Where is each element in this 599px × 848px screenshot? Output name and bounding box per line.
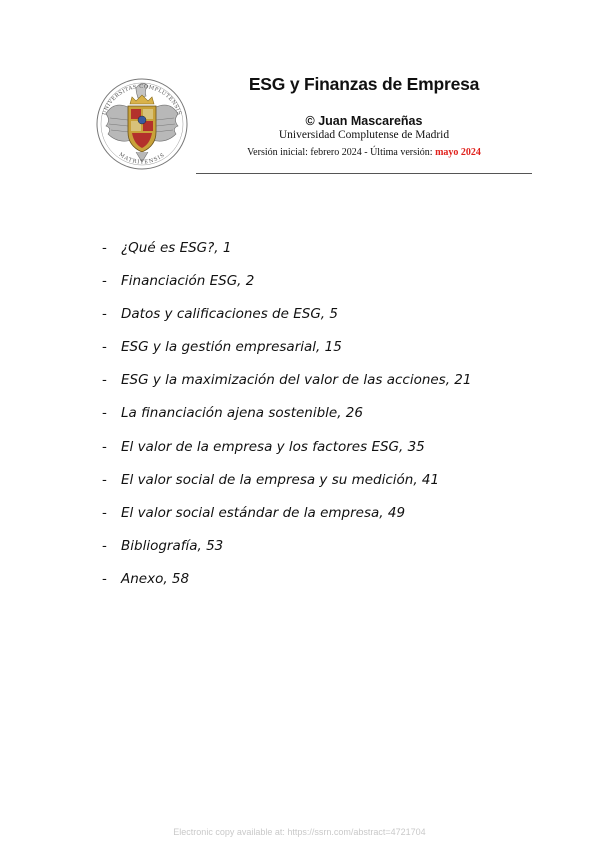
toc-item	[102, 405, 471, 438]
toc-item	[102, 571, 471, 604]
toc-bullet: -	[102, 339, 107, 356]
toc-bullet: -	[102, 570, 107, 587]
toc-bullet: -	[102, 504, 107, 521]
table-of-contents	[102, 240, 471, 604]
university-seal-logo	[92, 70, 192, 173]
toc-entry: Datos y calificaciones de ESG, 5	[121, 306, 338, 323]
toc-item	[102, 505, 471, 538]
toc-item	[102, 538, 471, 571]
toc-bullet: -	[102, 438, 107, 455]
toc-bullet: -	[102, 537, 107, 554]
toc-bullet: -	[102, 372, 107, 389]
version-line	[196, 147, 532, 158]
toc-bullet: -	[102, 240, 107, 256]
toc-entry: Bibliografía, 53	[121, 537, 224, 554]
toc-entry: La financiación ajena sostenible, 26	[121, 405, 363, 422]
toc-item	[102, 372, 471, 405]
header-divider	[196, 173, 532, 174]
toc-item	[102, 273, 471, 306]
toc-entry: El valor social de la empresa y su medición, 41	[121, 471, 440, 488]
toc-entry: ¿Qué es ESG?, 1	[121, 240, 232, 256]
svg-text:MATRITENSIS: MATRITENSIS	[117, 151, 167, 166]
toc-entry: El valor de la empresa y los factores ESG, 35	[121, 438, 425, 455]
version-latest: mayo 2024	[435, 147, 481, 158]
toc-entry: Financiación ESG, 2	[121, 273, 255, 290]
toc-entry: ESG y la gestión empresarial, 15	[121, 339, 342, 356]
toc-bullet: -	[102, 471, 107, 488]
toc-bullet: -	[102, 273, 107, 290]
toc-item	[102, 339, 471, 372]
ssrn-footer: Electronic copy available at: https://ssrn.com/abstract=4721704	[173, 827, 426, 837]
svg-text:UNIVERSITAS COMPLUTENSIS: UNIVERSITAS COMPLUTENSIS	[101, 83, 183, 117]
toc-item	[102, 306, 471, 339]
toc-entry: Anexo, 58	[121, 570, 190, 587]
toc-entry: El valor social estándar de la empresa, 49	[121, 504, 406, 521]
toc-bullet: -	[102, 306, 107, 323]
toc-item	[102, 439, 471, 472]
toc-item	[102, 472, 471, 505]
version-prefix: Versión inicial: febrero 2024 - Última versión:	[247, 147, 433, 158]
toc-entry: ESG y la maximización del valor de las acciones, 21	[121, 372, 472, 389]
author-name: © Juan Mascareñas	[305, 114, 423, 128]
document-header	[196, 72, 532, 158]
toc-bullet: -	[102, 405, 107, 422]
document-title: ESG y Finanzas de Empresa	[248, 74, 480, 94]
toc-item	[102, 240, 471, 273]
affiliation: Universidad Complutense de Madrid	[278, 129, 450, 141]
